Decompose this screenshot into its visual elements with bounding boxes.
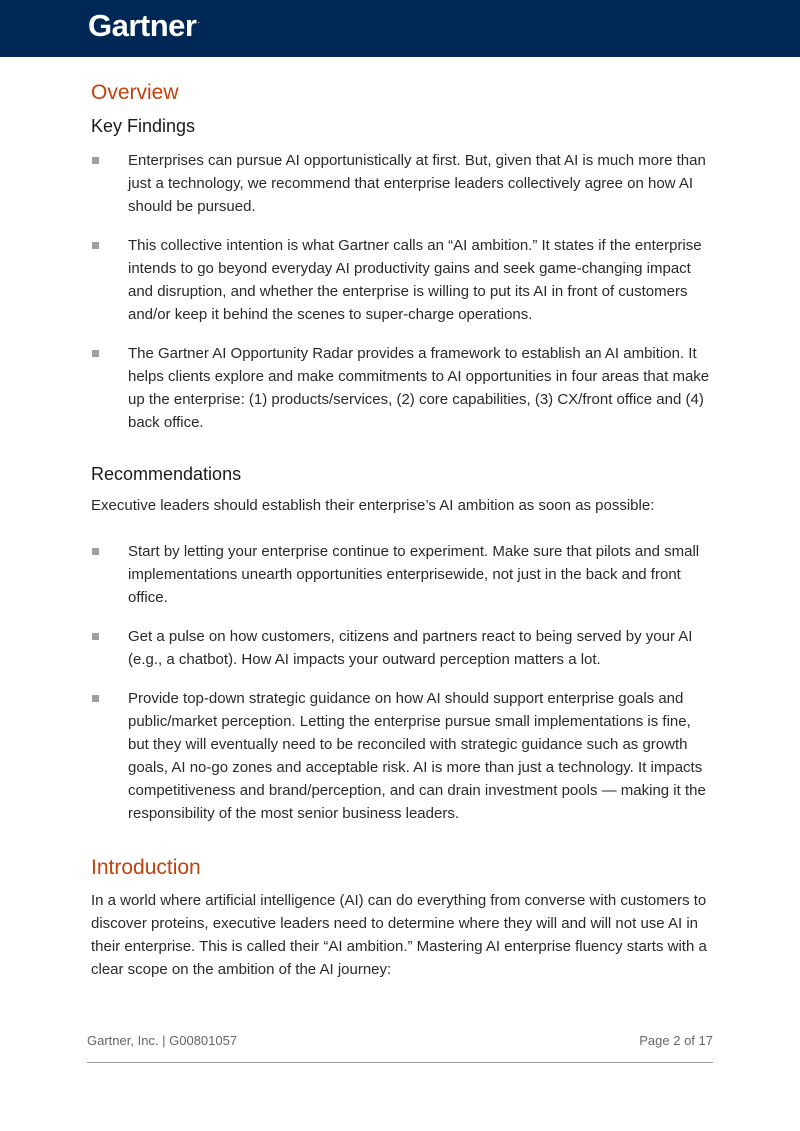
- list-item: This collective intention is what Gartner calls an “AI ambition.” It states if the enterprise intends to go beyond everyday AI productivity gains and seek game-changing impact and disruption, and whether the enterprise is willing to put its AI in front of customers and/or keep it behind the scenes to super-charge operations.: [91, 234, 713, 326]
- recommendations-list: [91, 540, 713, 825]
- list-item: Provide top-down strategic guidance on how AI should support enterprise goals and public/market perception. Letting the enterprise pursue small implementations is fine, but they will eventually need to be reconciled with strategic guidance such as growth goals, AI no-go zones and acceptable risk. AI is more than just a technology. It impacts competitiveness and brand/perception, and can drain investment pools — making it the responsibility of the most senior business leaders.: [91, 687, 713, 825]
- square-bullet-icon: [92, 242, 99, 249]
- page-content: [91, 78, 713, 981]
- list-item: Start by letting your enterprise continue to experiment. Make sure that pilots and small implementations unearth opportunities enterprisewide, not just in the back and front office.: [91, 540, 713, 609]
- square-bullet-icon: [92, 633, 99, 640]
- list-item: Get a pulse on how customers, citizens and partners react to being served by your AI (e.g., a chatbot). How AI impacts your outward perception matters a lot.: [91, 625, 713, 671]
- list-item: The Gartner AI Opportunity Radar provides a framework to establish an AI ambition. It helps clients explore and make commitments to AI opportunities in four areas that make up the enterprise: (1) products/services, (2) core capabilities, (3) CX/front office and (4) back office.: [91, 342, 713, 434]
- introduction-paragraph: In a world where artificial intelligence (AI) can do everything from converse with customers to discover proteins, executive leaders need to determine where they will and will not use AI in their enterprise. This is called their “AI ambition.” Mastering AI enterprise fluency starts with a clear scope on the ambition of the AI journey:: [91, 892, 707, 978]
- footer-divider: [87, 1062, 713, 1063]
- footer-page-number: Page 2 of 17: [639, 1033, 713, 1048]
- recommendations-intro: Executive leaders should establish their enterprise’s AI ambition as soon as possible:: [91, 497, 655, 514]
- overview-heading: Overview: [91, 81, 179, 104]
- page-header: [0, 0, 800, 57]
- square-bullet-icon: [92, 157, 99, 164]
- footer-company: Gartner, Inc. | G00801057: [87, 1033, 238, 1048]
- square-bullet-icon: [92, 695, 99, 702]
- recommendations-heading: Recommendations: [91, 464, 242, 484]
- key-findings-heading: Key Findings: [91, 116, 196, 136]
- introduction-heading: Introduction: [91, 856, 201, 879]
- list-item: Enterprises can pursue AI opportunistically at first. But, given that AI is much more than just a technology, we recommend that enterprise leaders collectively agree on how AI should be pursued.: [91, 149, 713, 218]
- square-bullet-icon: [92, 350, 99, 357]
- square-bullet-icon: [92, 548, 99, 555]
- key-findings-list: [91, 149, 713, 434]
- gartner-logo: Gartner.: [88, 8, 200, 43]
